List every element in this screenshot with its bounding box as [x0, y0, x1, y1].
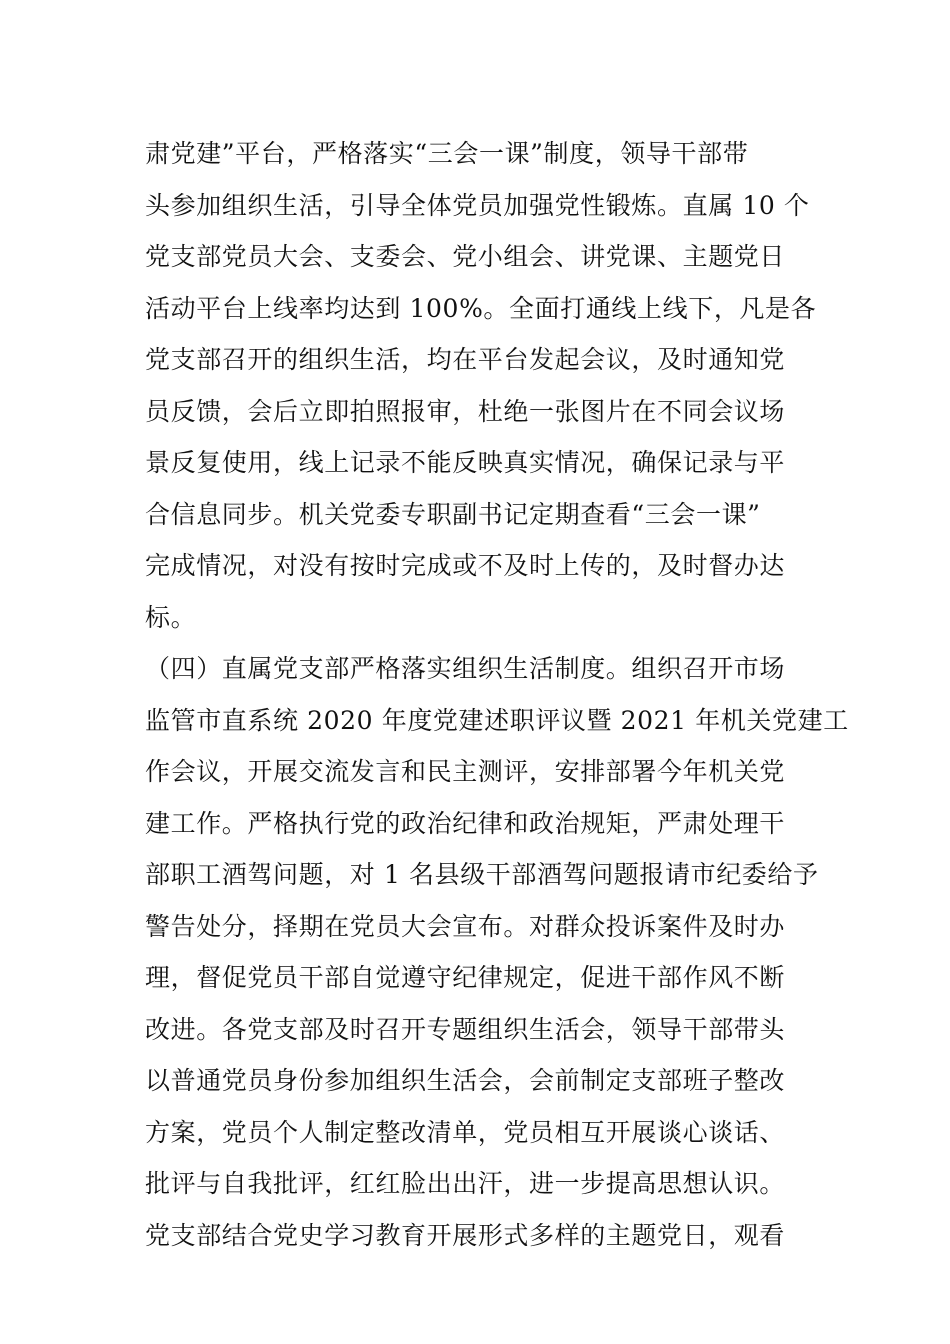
text-line: 党支部结合党史学习教育开展形式多样的主题党日，观看 [145, 1220, 786, 1250]
text-line: 监管市直系统 2020 年度党建述职评议暨 2021 年机关党建工 [145, 705, 849, 735]
text-line: 建工作。严格执行党的政治纪律和政治规矩，严肃处理干 [145, 808, 786, 838]
text-line: 合信息同步。机关党委专职副书记定期查看“三会一课” [145, 499, 761, 529]
text-line: 景反复使用，线上记录不能反映真实情况，确保记录与平 [145, 448, 786, 477]
text-line: 理，督促党员干部自觉遵守纪律规定，促进干部作风不断 [145, 963, 786, 992]
text-line: 部职工酒驾问题，对 1 名县级干部酒驾问题报请市纪委给予 [145, 860, 819, 889]
text-line: 改进。各党支部及时召开专题组织生活会，领导干部带头 [145, 1014, 786, 1044]
text-line: 头参加组织生活，引导全体党员加强党性锻炼。直属 10 个 [145, 190, 810, 220]
section-heading-line: （四）直属党支部严格落实组织生活制度。组织召开市场 [145, 654, 786, 683]
text-line: 活动平台上线率均达到 100%。全面打通线上线下，凡是各 [145, 293, 817, 323]
document-body-text [145, 128, 849, 1261]
text-line: 完成情况，对没有按时完成或不及时上传的，及时督办达 [145, 551, 786, 580]
text-line: 员反馈，会后立即拍照报审，杜绝一张图片在不同会议场 [145, 396, 786, 426]
text-line: 标。 [145, 602, 197, 632]
text-line: 作会议，开展交流发言和民主测评，安排部署今年机关党 [145, 757, 786, 786]
text-line: 党支部党员大会、支委会、党小组会、讲党课、主题党日 [145, 242, 786, 271]
text-line: 批评与自我批评，红红脸出出汗，进一步提高思想认识。 [145, 1169, 786, 1198]
text-line: 肃党建”平台，严格落实“三会一课”制度，领导干部带 [145, 139, 749, 168]
text-line: 党支部召开的组织生活，均在平台发起会议，及时通知党 [145, 345, 786, 374]
text-line: 方案，党员个人制定整改清单，党员相互开展谈心谈话、 [145, 1117, 786, 1147]
text-line: 警告处分，择期在党员大会宣布。对群众投诉案件及时办 [145, 911, 786, 941]
text-line: 以普通党员身份参加组织生活会，会前制定支部班子整改 [145, 1066, 786, 1095]
